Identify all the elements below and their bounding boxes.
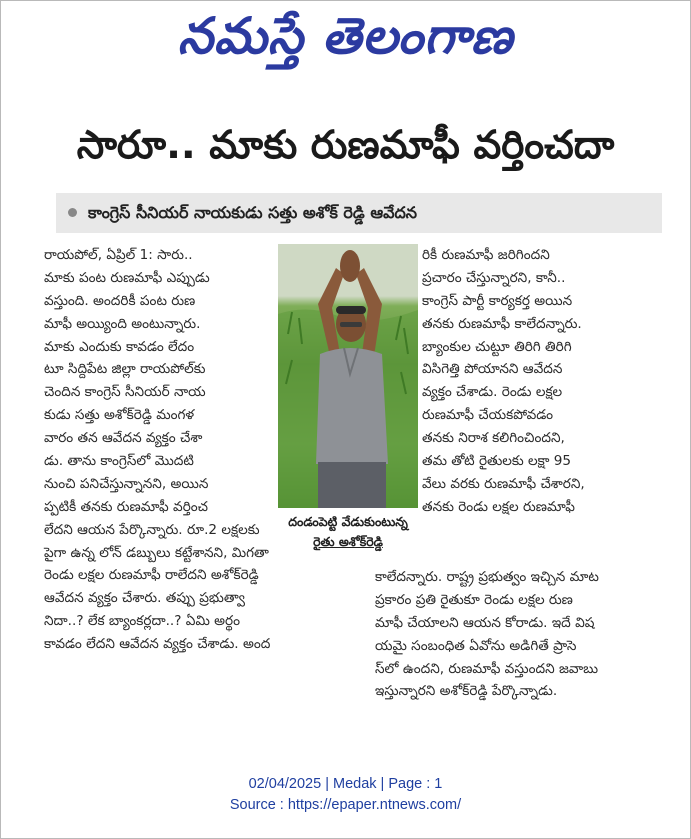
body-line: ఆవేదన వ్యక్తం చేశారు. తప్పు ప్రభుత్వా xyxy=(44,590,245,607)
body-line: తనకు నిరాశ కలిగించిందని, xyxy=(422,430,565,447)
footer-source-line: Source : https://epaper.ntnews.com/ xyxy=(229,797,462,813)
body-line: ప్పటికీ తనకు రుణమాఫీ వర్తించ xyxy=(44,498,208,515)
body-line: వస్తుంది. అందరికీ పంట రుణ xyxy=(44,292,196,309)
farmer-illustration xyxy=(278,244,418,508)
body-line: తనకు రెండు లక్షల రుణమాఫీ xyxy=(422,498,575,515)
footer-date-line: 02/04/2025 | Medak | Page : 1 xyxy=(248,776,443,792)
body-line: వారం తన ఆవేదన వ్యక్తం చేశా xyxy=(44,430,203,447)
body-line: మాకు పంట రుణమాఫీ ఎప్పుడు xyxy=(44,269,210,286)
body-line: వేలు వరకు రుణమాఫీ చేశారని, xyxy=(422,475,585,492)
body-line: స్‌లో ఉందని, రుణమాఫీ వస్తుందని జవాబు xyxy=(375,660,599,677)
bullet-icon xyxy=(68,208,77,217)
photo-caption-line: రైతు అశోక్‌రెడ్డి xyxy=(313,534,383,549)
body-line: టూ సిద్దిపేట జిల్లా రాయపోల్‌కు xyxy=(44,361,206,378)
body-line: నిదా..? లేక బ్యాంకర్లదా..? ఏమి అర్థం xyxy=(44,613,240,630)
body-line: ప్రచారం చేస్తున్నారని, కానీ.. xyxy=(422,269,566,286)
body-line: కాలేదన్నారు. రాష్ట్ర ప్రభుత్వం ఇచ్చిన మాట xyxy=(375,569,599,585)
article-body-bottom-right xyxy=(375,566,675,703)
body-line: బ్యాంకుల చుట్టూ తిరిగి తిరిగి xyxy=(422,338,572,355)
body-line: మాకు ఎందుకు కావడం లేదం xyxy=(44,338,195,355)
farmer-photo xyxy=(278,244,418,508)
body-line: లేదని ఆయన పేర్కొన్నారు. రూ.2 లక్షలకు xyxy=(44,521,260,538)
body-line: తమ తోటి రైతులకు లక్షా 95 xyxy=(422,453,572,470)
body-line: రుణమాఫీ చేయకపోవడం xyxy=(422,407,554,424)
body-line: ప్రకారం ప్రతి రైతుకూ రెండు లక్షల రుణ xyxy=(375,591,573,608)
photo-caption-line: దండంపెట్టి వేడుకుంటున్న xyxy=(288,514,408,529)
subheadline-bar xyxy=(56,193,662,233)
article-subheadline: కాంగ్రెస్ సీనియర్ నాయకుడు సత్తు అశోక్ రెడ్డి ఆవేదన xyxy=(88,203,418,222)
body-line: కుడు సత్తు అశోక్‌రెడ్డి మంగళ xyxy=(44,407,195,424)
body-line: విసిగెత్తి పోయానని ఆవేదన xyxy=(422,361,563,378)
photo-caption xyxy=(278,512,418,552)
body-line: ఇస్తున్నారని అశోక్‌రెడ్డి పేర్కొన్నాడు. xyxy=(375,683,558,700)
newspaper-masthead: నమస్తే తెలంగాణ xyxy=(177,6,514,65)
body-line: రాయపోల్, ఏప్రిల్ 1: సారు.. xyxy=(44,247,193,263)
body-line: వ్యక్తం చేశాడు. రెండు లక్షల xyxy=(422,384,563,401)
body-line: రికీ రుణమాఫీ జరిగిందని xyxy=(422,247,550,263)
body-line: కావడం లేదని ఆవేదన వ్యక్తం చేశాడు. అంద xyxy=(44,636,271,653)
body-line: రెండు లక్షల రుణమాఫీ రాలేదని అశోక్‌రెడ్డి xyxy=(44,567,259,584)
body-line: యమై సంబంధిత ఏవోను అడిగితే ప్రాసె xyxy=(375,637,577,654)
body-line: పైగా ఉన్న లోన్ డబ్బులు కట్టేశానని, మిగతా xyxy=(44,544,269,561)
body-line: తనకు రుణమాఫీ కాలేదన్నారు. xyxy=(422,315,582,332)
body-line: నుంచి పనిచేస్తున్నానని, అయిన xyxy=(44,475,209,492)
article-body-right-column xyxy=(422,244,670,519)
body-line: డు. తాను కాంగ్రెస్‌లో మొదటి xyxy=(44,453,194,470)
article-headline: సారూ.. మాకు రుణమాఫీ వర్తించదా xyxy=(76,123,615,168)
body-line: కాంగ్రెస్ పార్టీ కార్యకర్త అయిన xyxy=(422,292,573,309)
body-line: చెందిన కాంగ్రెస్ సీనియర్ నాయ xyxy=(44,384,206,401)
body-line: మాఫీ చేయాలని ఆయన కోరాడు. ఇదే విష xyxy=(375,614,595,631)
body-line: మాఫీ అయ్యింది అంటున్నారు. xyxy=(44,315,201,332)
